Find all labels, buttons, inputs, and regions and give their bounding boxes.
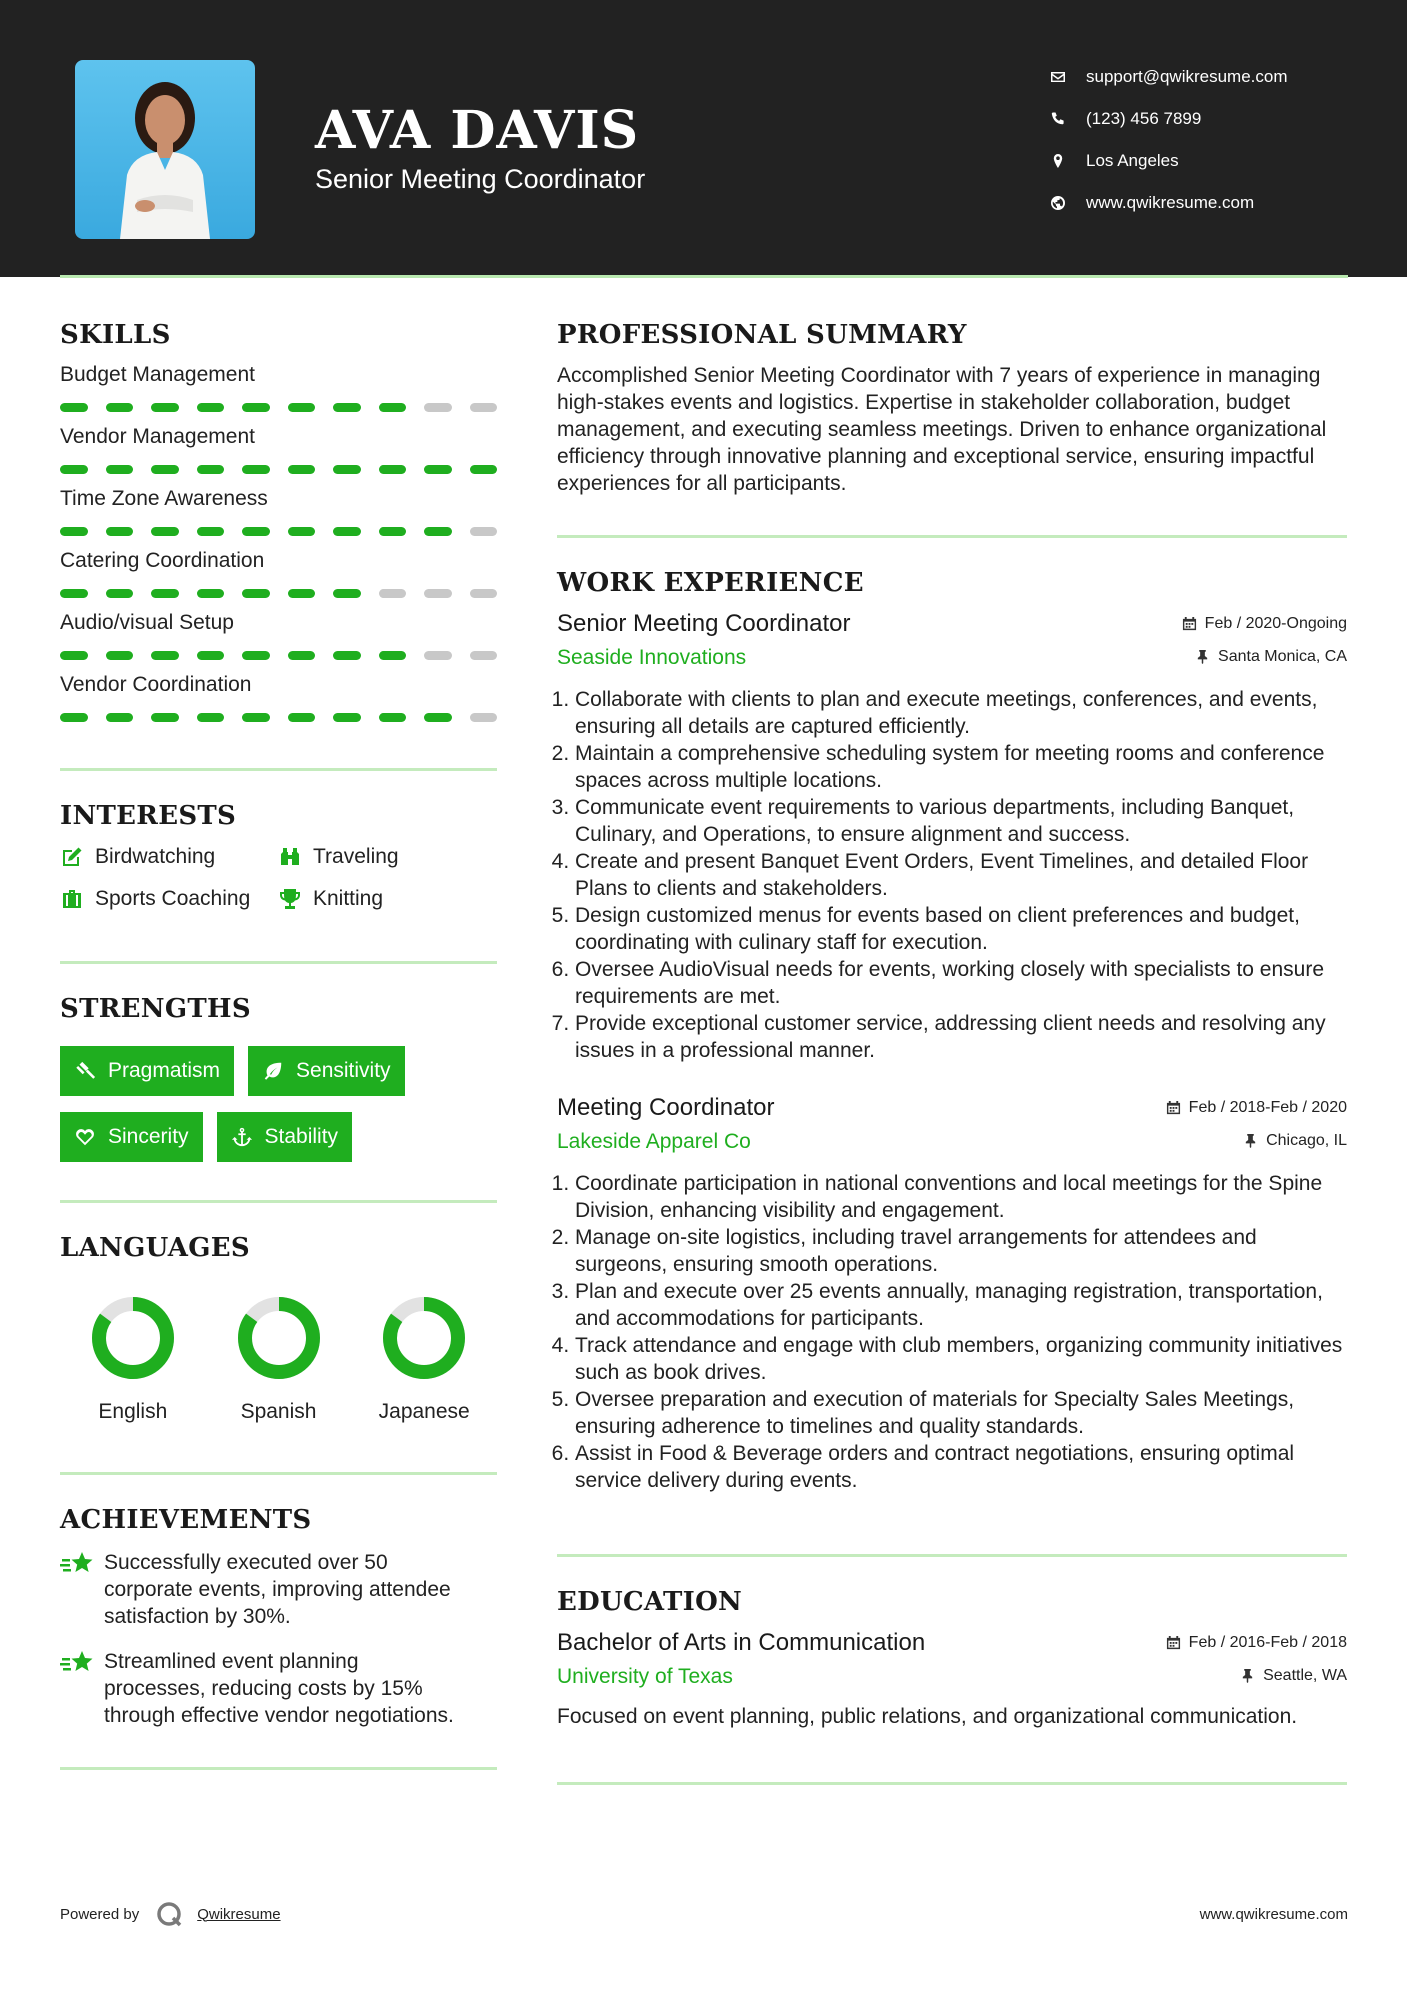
contact-location-text: Los Angeles xyxy=(1086,151,1179,170)
skill-level-dot xyxy=(197,651,225,660)
interest-item xyxy=(60,887,278,911)
section-divider xyxy=(557,1554,1347,1557)
job-title: Senior Meeting Coordinator xyxy=(557,610,851,637)
skill-label: Audio/visual Setup xyxy=(60,611,234,634)
footer-powered-by xyxy=(60,1900,281,1928)
education-location xyxy=(1240,1667,1347,1685)
skill-level-dot xyxy=(379,527,407,536)
profile-photo xyxy=(75,60,255,239)
skill-level-dot xyxy=(242,403,270,412)
duty-item: 4. Create and present Banquet Event Orders, Event Timelines, and detailed Floor Plans to clients and stakeholders. xyxy=(575,848,1347,902)
right-column xyxy=(557,320,1347,1785)
skills-list xyxy=(60,363,497,722)
skill-level-dot xyxy=(379,651,407,660)
strength-label: Stability xyxy=(264,1125,339,1148)
leaf-icon xyxy=(262,1060,284,1082)
duty-item: 1. Collaborate with clients to plan and execute meetings, conferences, and events, ensuring all details are captured efficiently. xyxy=(575,686,1347,740)
pushpin-icon xyxy=(1240,1668,1255,1683)
company-name: Lakeside Apparel Co xyxy=(557,1130,751,1153)
skill-level-dot xyxy=(288,589,316,598)
job-duties xyxy=(557,686,1347,1064)
skill-level-meter xyxy=(60,651,497,660)
job-dates xyxy=(1166,1099,1347,1117)
footer-site-link[interactable]: www.qwikresume.com xyxy=(1199,1906,1348,1923)
interest-label: Knitting xyxy=(313,887,384,910)
school-name: University of Texas xyxy=(557,1665,733,1688)
duty-item: 5. Design customized menus for events based on client preferences and budget, coordinating with culinary staff for execution. xyxy=(575,902,1347,956)
section-divider xyxy=(60,768,497,771)
skill-level-dot xyxy=(60,527,88,536)
skill-level-dot xyxy=(470,651,498,660)
skill-level-dot xyxy=(60,403,88,412)
skill-level-dot xyxy=(470,713,498,722)
calendar-icon xyxy=(1166,1100,1181,1115)
strength-tag xyxy=(217,1112,353,1162)
education-entry xyxy=(557,1629,1347,1730)
pushpin-icon xyxy=(1243,1133,1258,1148)
skill-level-dot xyxy=(197,589,225,598)
skill-level-dot xyxy=(424,403,452,412)
skill-level-dot xyxy=(197,465,225,474)
header-accent-line xyxy=(60,275,1348,278)
skill-row xyxy=(60,425,497,474)
languages-title: LANGUAGES xyxy=(60,1233,250,1263)
binoculars-icon xyxy=(278,845,302,869)
anchor-icon xyxy=(231,1126,253,1148)
section-divider xyxy=(557,535,1347,538)
section-divider xyxy=(557,1782,1347,1785)
skill-level-dot xyxy=(333,651,361,660)
contact-email-text: support@qwikresume.com xyxy=(1086,67,1288,86)
language-proficiency-ring xyxy=(379,1293,469,1383)
skill-level-dot xyxy=(333,527,361,536)
skill-level-dot xyxy=(333,465,361,474)
skill-level-dot xyxy=(470,465,498,474)
skill-level-dot xyxy=(379,403,407,412)
skill-level-dot xyxy=(151,527,179,536)
skill-level-dot xyxy=(60,589,88,598)
skill-row xyxy=(60,611,497,660)
experience-title: WORK EXPERIENCE xyxy=(557,568,864,598)
skill-level-dot xyxy=(151,651,179,660)
star-icon xyxy=(60,1551,94,1577)
skill-row xyxy=(60,487,497,536)
interest-item xyxy=(278,887,478,911)
calendar-icon xyxy=(1182,616,1197,631)
skill-level-dot xyxy=(379,465,407,474)
skill-level-dot xyxy=(106,527,134,536)
education-dates-text: Feb / 2016-Feb / 2018 xyxy=(1188,1633,1347,1651)
contact-website-text: www.qwikresume.com xyxy=(1086,193,1255,212)
skill-level-dot xyxy=(288,403,316,412)
skill-level-dot xyxy=(242,713,270,722)
language-proficiency-ring xyxy=(234,1293,324,1383)
achievement-item xyxy=(60,1648,497,1729)
contact-website[interactable] xyxy=(1050,182,1370,224)
interest-label: Sports Coaching xyxy=(95,887,251,910)
skill-level-dot xyxy=(197,403,225,412)
skill-level-dot xyxy=(60,651,88,660)
language-proficiency-ring xyxy=(88,1293,178,1383)
section-divider xyxy=(60,1767,497,1770)
skill-level-dot xyxy=(470,589,498,598)
skill-level-dot xyxy=(333,713,361,722)
language-label: English xyxy=(98,1400,168,1423)
skill-level-dot xyxy=(197,527,225,536)
strength-label: Pragmatism xyxy=(108,1059,221,1082)
job-location xyxy=(1195,648,1347,666)
skill-level-dot xyxy=(106,465,134,474)
strengths-title: STRENGTHS xyxy=(60,994,251,1024)
strength-label: Sincerity xyxy=(108,1125,189,1148)
degree-title: Bachelor of Arts in Communication xyxy=(557,1629,926,1656)
skill-level-dot xyxy=(333,403,361,412)
skill-level-meter xyxy=(60,465,497,474)
strength-tag xyxy=(60,1112,203,1162)
pencil-square-icon xyxy=(60,845,84,869)
education-title: EDUCATION xyxy=(557,1587,743,1617)
skill-level-dot xyxy=(242,527,270,536)
skill-level-dot xyxy=(424,527,452,536)
achievement-text: Successfully executed over 50 corporate events, improving attendee satisfaction by 30%. xyxy=(104,1551,451,1628)
languages-list xyxy=(60,1293,497,1424)
language-item xyxy=(351,1293,497,1424)
job-dates xyxy=(1182,615,1347,633)
left-column xyxy=(60,320,497,1770)
duty-item: 5. Oversee preparation and execution of materials for Specialty Sales Meetings, ensuring adherence to timelines and quality standards. xyxy=(575,1386,1347,1440)
strength-label: Sensitivity xyxy=(296,1059,391,1082)
skill-level-meter xyxy=(60,589,497,598)
job-dates-text: Feb / 2018-Feb / 2020 xyxy=(1188,1098,1347,1116)
duty-item: 2. Maintain a comprehensive scheduling system for meeting rooms and conference spaces across multiple locations. xyxy=(575,740,1347,794)
duty-item: 6. Oversee AudioVisual needs for events, working closely with specialists to ensure requirements are met. xyxy=(575,956,1347,1010)
skill-row xyxy=(60,673,497,722)
brand-link[interactable]: Qwikresume xyxy=(197,1905,281,1923)
job-entry xyxy=(557,610,1347,1064)
qwikresume-logo-icon xyxy=(155,1900,183,1928)
envelope-icon xyxy=(1050,69,1086,85)
education-location-text: Seattle, WA xyxy=(1263,1666,1347,1684)
skill-level-dot xyxy=(288,527,316,536)
achievements-title: ACHIEVEMENTS xyxy=(60,1505,312,1535)
language-label: Japanese xyxy=(378,1400,470,1423)
gavel-icon xyxy=(74,1060,96,1082)
heart-icon xyxy=(74,1126,96,1148)
summary-text: Accomplished Senior Meeting Coordinator with 7 years of experience in managing high-stakes events and logistics. Expertise in stakeholder collaboration, budget management, and executing seamless meetings. Driven to enhance organizational efficiency through innovative planning and exceptional service, ensuring impactful experiences for all participants. xyxy=(557,364,1327,495)
skill-level-dot xyxy=(60,713,88,722)
section-divider xyxy=(60,961,497,964)
skill-label: Vendor Coordination xyxy=(60,673,252,696)
contact-email[interactable] xyxy=(1050,56,1370,98)
duty-item: 1. Coordinate participation in national conventions and local meetings for the Spine Division, enhancing visibility and engagement. xyxy=(575,1170,1347,1224)
duty-item: 3. Plan and execute over 25 events annually, managing registration, transportation, and accommodations for participants. xyxy=(575,1278,1347,1332)
duty-item: 7. Provide exceptional customer service, addressing client needs and resolving any issues in a professional manner. xyxy=(575,1010,1347,1064)
contact-location xyxy=(1050,140,1370,182)
skill-level-dot xyxy=(470,527,498,536)
star-icon xyxy=(60,1650,94,1676)
section-divider xyxy=(60,1472,497,1475)
skill-level-dot xyxy=(60,465,88,474)
map-pin-icon xyxy=(1050,153,1086,169)
skill-row xyxy=(60,363,497,412)
calendar-icon xyxy=(1166,1635,1181,1650)
skill-level-dot xyxy=(151,589,179,598)
phone-icon xyxy=(1050,111,1086,127)
skill-level-dot xyxy=(288,465,316,474)
duty-item: 3. Communicate event requirements to various departments, including Banquet, Culinary, and Operations, to ensure alignment and success. xyxy=(575,794,1347,848)
skill-level-dot xyxy=(288,651,316,660)
skill-level-dot xyxy=(242,589,270,598)
language-item xyxy=(206,1293,352,1424)
contact-list xyxy=(1050,56,1370,224)
trophy-icon xyxy=(278,887,302,911)
skill-level-dot xyxy=(424,713,452,722)
skill-level-dot xyxy=(379,713,407,722)
contact-phone-text: (123) 456 7899 xyxy=(1086,109,1202,128)
skill-level-dot xyxy=(106,403,134,412)
strength-tag xyxy=(60,1046,234,1096)
candidate-name: AVA DAVIS xyxy=(315,100,640,161)
strength-tag xyxy=(248,1046,405,1096)
candidate-role: Senior Meeting Coordinator xyxy=(315,164,646,194)
skill-label: Vendor Management xyxy=(60,425,255,448)
skill-label: Budget Management xyxy=(60,363,255,386)
skill-level-dot xyxy=(151,403,179,412)
duty-item: 4. Track attendance and engage with club members, organizing community initiatives such as book drives. xyxy=(575,1332,1347,1386)
interests-title: INTERESTS xyxy=(60,801,237,831)
skill-level-dot xyxy=(106,713,134,722)
interest-item xyxy=(278,845,478,869)
skill-level-dot xyxy=(424,651,452,660)
resume-header xyxy=(0,0,1407,277)
skill-level-dot xyxy=(106,651,134,660)
skill-level-dot xyxy=(242,465,270,474)
skill-level-meter xyxy=(60,403,497,412)
language-item xyxy=(60,1293,206,1424)
contact-phone[interactable] xyxy=(1050,98,1370,140)
job-entry xyxy=(557,1094,1347,1494)
interest-label: Traveling xyxy=(313,845,399,868)
skill-level-dot xyxy=(470,403,498,412)
skill-level-dot xyxy=(106,589,134,598)
globe-icon xyxy=(1050,195,1086,211)
achievement-item xyxy=(60,1549,497,1630)
skill-level-dot xyxy=(333,589,361,598)
skill-level-dot xyxy=(379,589,407,598)
strengths-list xyxy=(60,1046,497,1162)
skill-row xyxy=(60,549,497,598)
skill-level-dot xyxy=(424,589,452,598)
skills-title: SKILLS xyxy=(60,320,171,350)
education-dates xyxy=(1166,1634,1347,1652)
briefcase-icon xyxy=(60,887,84,911)
summary-title: PROFESSIONAL SUMMARY xyxy=(557,320,967,350)
company-name: Seaside Innovations xyxy=(557,646,747,669)
powered-by-label: Powered by xyxy=(60,1905,140,1923)
skill-level-dot xyxy=(197,713,225,722)
interest-label: Birdwatching xyxy=(95,845,216,868)
job-dates-text: Feb / 2020-Ongoing xyxy=(1204,614,1347,632)
duty-item: 6. Assist in Food & Beverage orders and contract negotiations, ensuring optimal service delivery during events. xyxy=(575,1440,1347,1494)
skill-label: Catering Coordination xyxy=(60,549,265,572)
job-location xyxy=(1243,1132,1347,1150)
achievement-text: Streamlined event planning processes, reducing costs by 15% through effective vendor negotiations. xyxy=(104,1650,454,1727)
interest-item xyxy=(60,845,278,869)
job-location-text: Chicago, IL xyxy=(1266,1131,1347,1149)
skill-level-meter xyxy=(60,527,497,536)
education-description: Focused on event planning, public relations, and organizational communication. xyxy=(557,1705,1298,1728)
interests-list xyxy=(60,845,497,911)
pushpin-icon xyxy=(1195,649,1210,664)
job-location-text: Santa Monica, CA xyxy=(1218,647,1347,665)
duty-item: 2. Manage on-site logistics, including travel arrangements for attendees and surgeons, ensuring smooth operations. xyxy=(575,1224,1347,1278)
skill-level-dot xyxy=(242,651,270,660)
skill-level-dot xyxy=(424,465,452,474)
job-duties xyxy=(557,1170,1347,1494)
skill-level-meter xyxy=(60,713,497,722)
skill-level-dot xyxy=(288,713,316,722)
skill-label: Time Zone Awareness xyxy=(60,487,268,510)
skill-level-dot xyxy=(151,713,179,722)
section-divider xyxy=(60,1200,497,1203)
job-title: Meeting Coordinator xyxy=(557,1094,775,1121)
language-label: Spanish xyxy=(240,1400,317,1423)
skill-level-dot xyxy=(151,465,179,474)
